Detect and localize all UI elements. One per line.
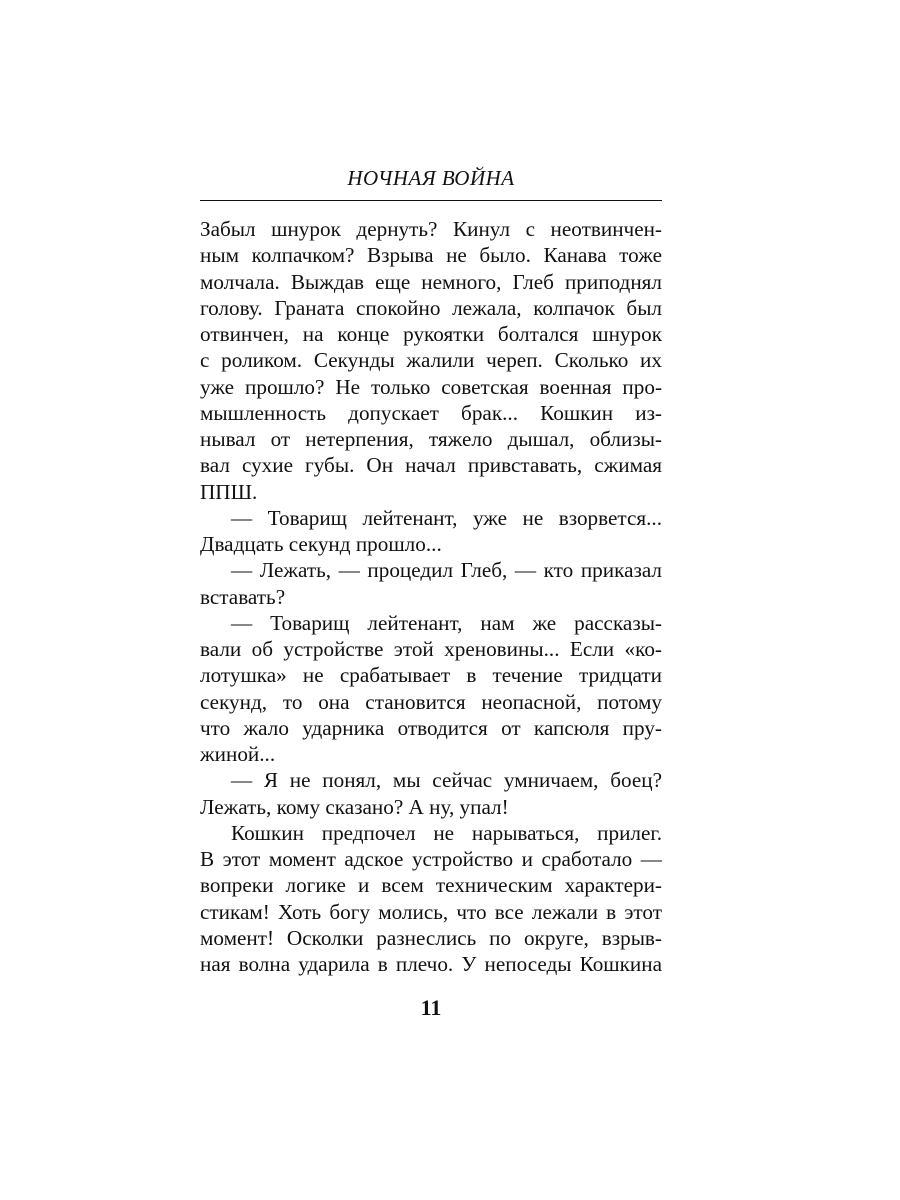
text-line: вставать? [200, 584, 286, 609]
text-line: момент! Осколки разнеслись по округе, взрыв- [200, 925, 662, 950]
text-line: В этот момент адское устройство и сработало — [200, 847, 662, 871]
text-line: с роликом. Секунды жалили череп. Сколько их [200, 348, 662, 373]
text-line: жиной... [200, 742, 276, 766]
page-number: 11 [420, 995, 442, 1020]
text-line: лотушка» не срабатывает в течение тридцати [200, 663, 662, 688]
text-line: вал сухие губы. Он начал привставать, сжимая [200, 453, 662, 478]
text-line: Лежать, кому сказано? А ну, упал! [200, 794, 509, 819]
text-line: Забыл шнурок дернуть? Кинул с неотвинчен- [200, 217, 662, 241]
text-line: молчала. Выждав еще немного, Глеб приподнял [200, 269, 662, 294]
text-line: стикам! Хоть богу молись, что все лежали в этот [200, 899, 662, 924]
text-line: отвинчен, на конце рукоятки болтался шнурок [200, 322, 662, 346]
text-line: ная волна ударила в плечо. У непоседы Кошкина [200, 952, 662, 976]
text-line: — Товарищ лейтенант, нам же рассказы- [231, 610, 662, 635]
text-line: — Товарищ лейтенант, уже не взорвется... [231, 505, 662, 530]
text-line: ным колпачком? Взрыва не было. Канава тоже [200, 243, 662, 268]
text-line: голову. Граната спокойно лежала, колпачок был [200, 295, 662, 320]
text-line: нывал от нетерпения, тяжело дышал, облизы- [200, 427, 662, 451]
body-text [200, 216, 662, 977]
text-line: вали об устройстве этой хреновины... Если «ко- [200, 637, 662, 661]
text-line: — Лежать, — процедил Глеб, — кто приказал [231, 558, 662, 583]
text-line: ППШ. [200, 479, 258, 504]
text-line: секунд, то она становится неопасной, потому [200, 689, 662, 714]
text-line: вопреки логике и всем техническим характери- [200, 873, 662, 898]
text-line: мышленность допускает брак... Кошкин из- [200, 400, 662, 425]
text-line: что жало ударника отводится от капсюля пру- [200, 715, 662, 740]
text-line: Двадцать секунд прошло... [200, 532, 442, 556]
text-line: уже прошло? Не только советская военная про- [200, 374, 662, 399]
running-head: НОЧНАЯ ВОЙНА [347, 166, 515, 190]
header-rule [200, 200, 662, 201]
text-line: Кошкин предпочел не нарываться, прилег. [231, 820, 662, 845]
text-line: — Я не понял, мы сейчас умничаем, боец? [231, 768, 662, 793]
